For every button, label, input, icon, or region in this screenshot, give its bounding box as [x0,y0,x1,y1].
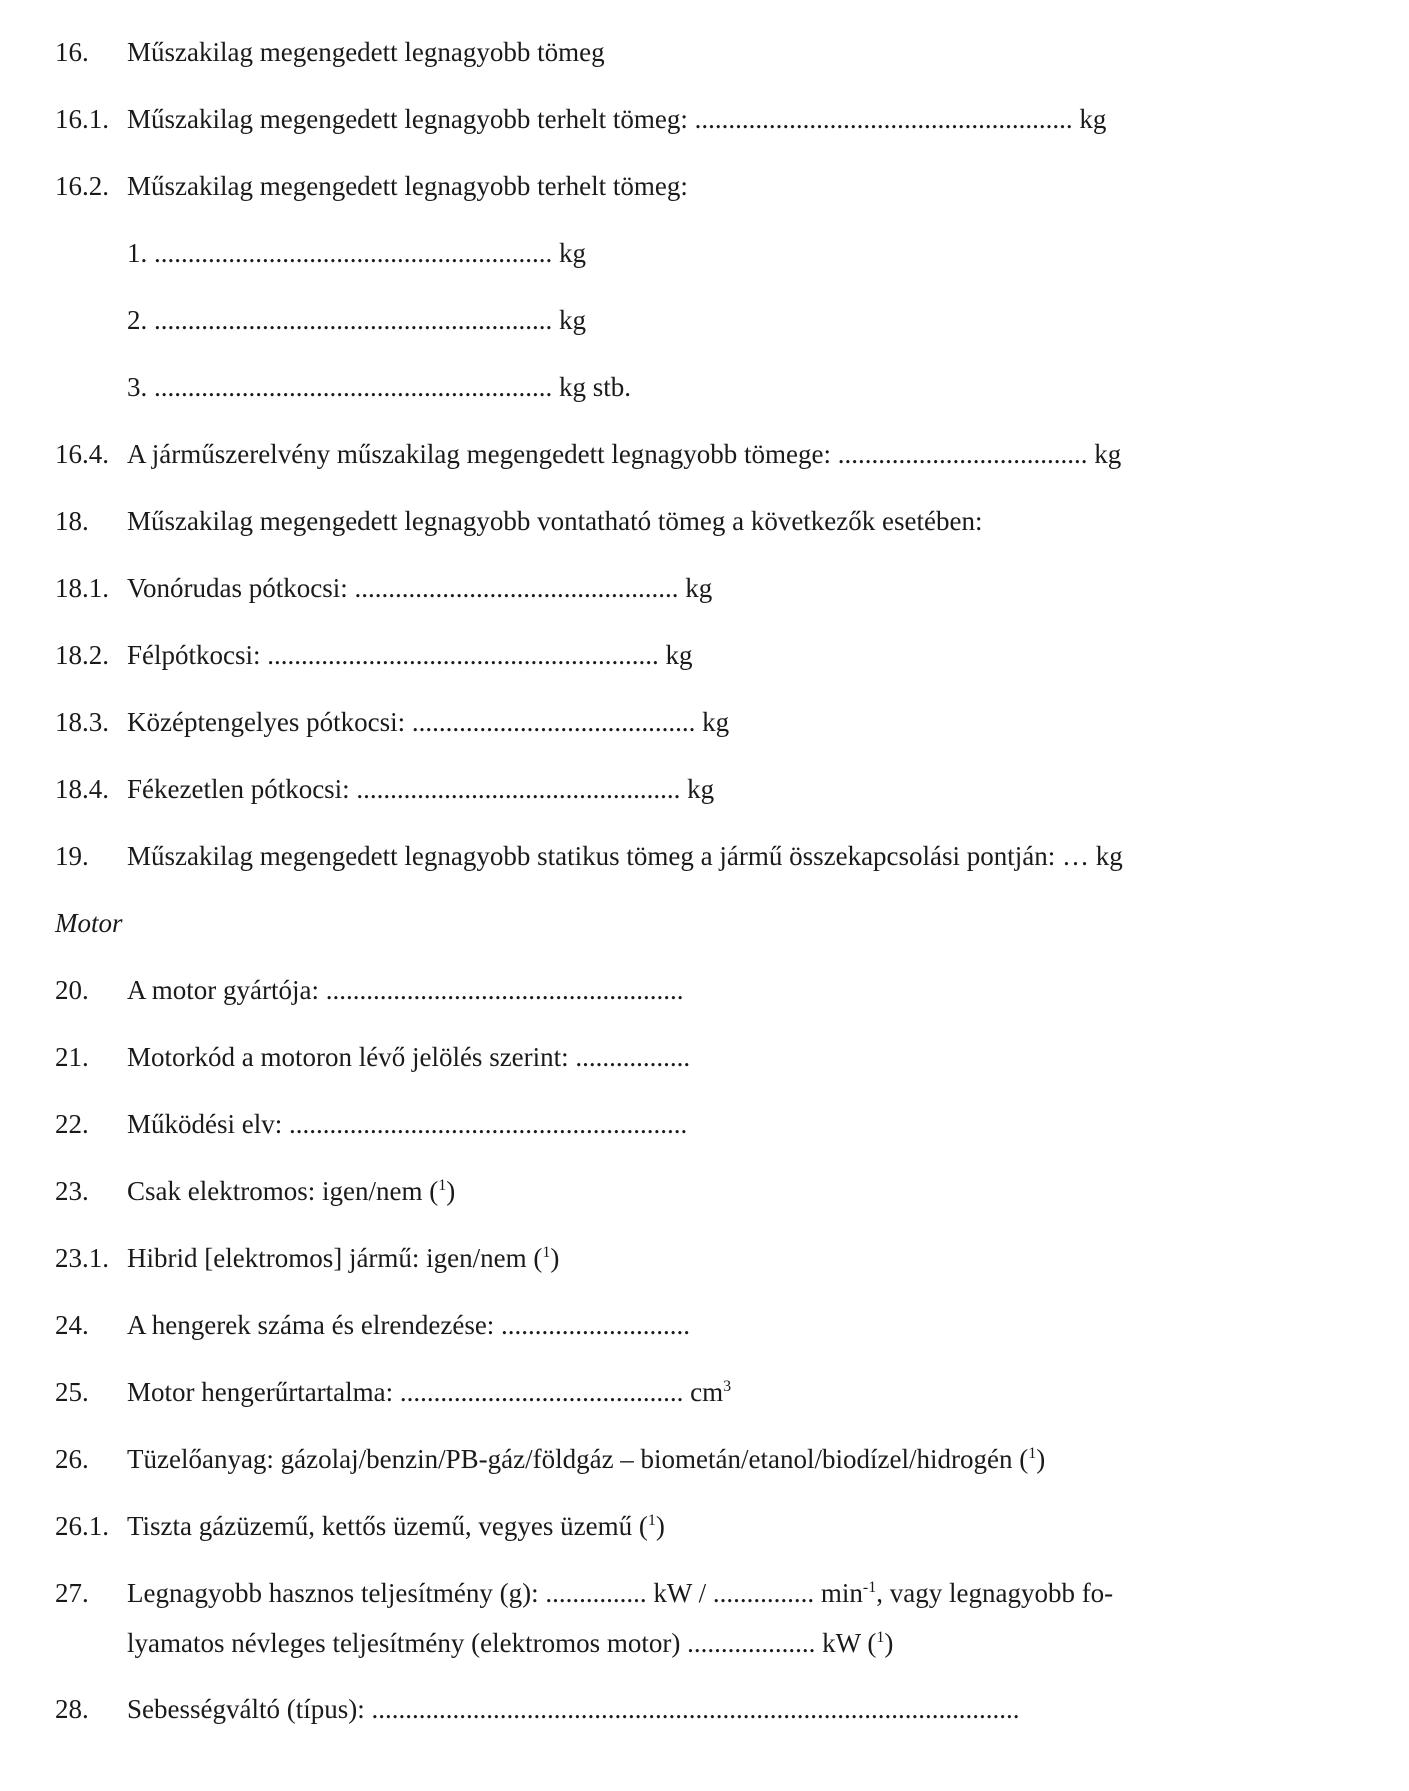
item-text: Csak elektromos: igen/nem ( [127,1176,439,1206]
item-text-wrap [127,1173,455,1209]
item-number: 18.3. [55,707,109,737]
item-number: 19. [55,841,89,871]
item-text: Működési elv: ........................................................... [127,1109,688,1139]
item-text: Műszakilag megengedett legnagyobb statikus tömeg a jármű összekapcsolási pontján: … kg [127,841,1123,871]
item-number: 22. [55,1109,89,1139]
item-text: Fékezetlen pótkocsi: ................................................ kg [127,774,715,804]
item-number: 26.1. [55,1511,109,1541]
item-text: Félpótkocsi: .......................................................... kg [127,640,693,670]
item-text-wrap [127,1508,665,1544]
item-number: 21. [55,1042,89,1072]
item-text: 2. ........................................................... kg [127,305,586,335]
item-text-tail: , vagy legnagyobb fo- [876,1578,1114,1608]
item-text: 1. ........................................................... kg [127,238,586,268]
item-text: A motor gyártója: ..................................................... [127,975,684,1005]
item-text-wrap [127,1374,731,1410]
item-text-wrap [127,1240,559,1276]
item-text: Tiszta gázüzemű, kettős üzemű, vegyes üzemű ( [127,1511,648,1541]
footnote-marker: 1 [542,1244,551,1261]
item-number: 16.2. [55,171,109,201]
item-text: Műszakilag megengedett legnagyobb vontatható tömeg a következők esetében: [127,506,983,536]
item-text-tail: ) [655,1511,665,1541]
item-text: A járműszerelvény műszakilag megengedett legnagyobb tömege: ..................................... kg [127,439,1122,469]
item-number: 16. [55,37,89,67]
item-text-tail: ) [1036,1444,1046,1474]
unit-exponent: 3 [723,1378,732,1395]
item-number: 18.4. [55,774,109,804]
item-text: Motor hengerűrtartalma: .......................................... cm [127,1377,724,1407]
item-text-tail: ) [446,1176,456,1206]
item-text-tail: ) [884,1628,894,1658]
item-text: Vonórudas pótkocsi: ................................................ kg [127,573,713,603]
item-text: A hengerek száma és elrendezése: ............................ [127,1310,691,1340]
item-text-wrap [127,1441,1045,1477]
item-text-wrap [127,1625,893,1661]
item-number: 16.1. [55,104,109,134]
item-text-tail: ) [550,1243,560,1273]
item-text: Sebességváltó (típus): ................................................................................................ [127,1694,1020,1724]
footnote-marker: 1 [438,1177,447,1194]
item-text: Hibrid [elektromos] jármű: igen/nem ( [127,1243,543,1273]
item-number: 18.2. [55,640,109,670]
item-number: 27. [55,1578,89,1608]
section-title: Motor [55,908,123,938]
item-text: Tüzelőanyag: gázolaj/benzin/PB-gáz/földgáz – biometán/etanol/biodízel/hidrogén ( [127,1444,1029,1474]
item-text: Legnagyobb hasznos teljesítmény (g): ............... kW / ............... min [127,1578,863,1608]
item-number: 18.1. [55,573,109,603]
item-number: 23.1. [55,1243,109,1273]
item-text-wrap [127,1575,1113,1611]
item-text: Műszakilag megengedett legnagyobb tömeg [127,37,605,67]
item-number: 18. [55,506,89,536]
item-text: Műszakilag megengedett legnagyobb terhelt tömeg: [127,171,688,201]
item-number: 16.4. [55,439,109,469]
item-text: Motorkód a motoron lévő jelölés szerint: ................. [127,1042,691,1072]
item-text: Műszakilag megengedett legnagyobb terhelt tömeg: ........................................................ kg [127,104,1107,134]
item-text: Középtengelyes pótkocsi: .......................................... kg [127,707,730,737]
item-number: 24. [55,1310,89,1340]
item-number: 23. [55,1176,89,1206]
footnote-marker: 1 [647,1512,656,1529]
item-number: 25. [55,1377,89,1407]
unit-exponent: -1 [862,1579,877,1596]
item-text: lyamatos névleges teljesítmény (elektromos motor) ................... kW ( [127,1628,877,1658]
footnote-marker: 1 [1028,1445,1037,1462]
footnote-marker: 1 [876,1629,885,1646]
item-number: 20. [55,975,89,1005]
item-number: 28. [55,1694,89,1724]
item-number: 26. [55,1444,89,1474]
item-text: 3. ........................................................... kg stb. [127,372,632,402]
